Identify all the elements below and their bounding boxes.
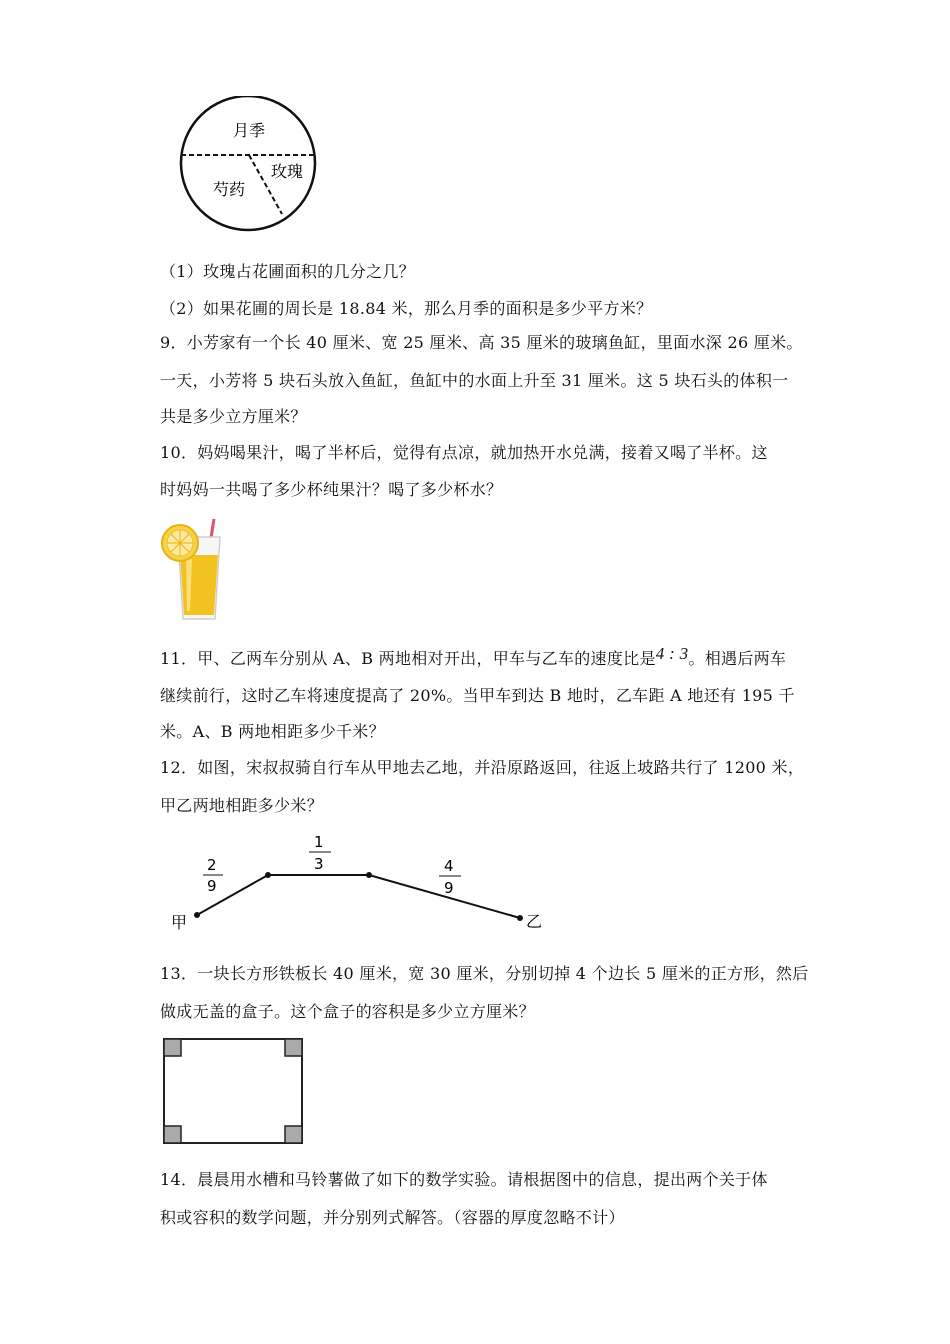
route-point-b [366,872,372,878]
q9-line1: 9．小芳家有一个长 40 厘米、宽 25 厘米、高 35 厘米的玻璃鱼缸，里面水深 26 厘米。 [160,333,803,352]
q8-sub1: （1）玫瑰占花圃面积的几分之几？ [160,262,415,281]
label-shaoyao: 芍药 [213,180,246,199]
corner-square-top-left [164,1039,181,1056]
segment3-denominator: 9 [444,879,454,897]
label-yueji: 月季 [233,121,266,140]
segment1-numerator: 2 [207,856,217,874]
q10-line1: 10．妈妈喝果汁，喝了半杯后，觉得有点凉，就加热开水兑满，接着又喝了半杯。这 [160,443,768,462]
q14-line2: 积或容积的数学问题，并分别列式解答。（容器的厚度忽略不计） [160,1208,625,1227]
q11-line1-a: 11．甲、乙两车分别从 A、B 两地相对开出，甲车与乙车的速度比是 [160,649,656,668]
q9-line3: 共是多少立方厘米？ [160,407,307,426]
segment3-numerator: 4 [444,857,454,875]
q11-line3: 米。A、B 两地相距多少千米？ [160,722,385,741]
q9-line2: 一天，小芳将 5 块石头放入鱼缸，鱼缸中的水面上升至 31 厘米。这 5 块石头的体积一 [160,371,789,390]
q8-sub2: （2）如果花圃的周长是 18.84 米，那么月季的面积是多少平方米？ [160,299,653,318]
q14-line1: 14．晨晨用水槽和马铃薯做了如下的数学实验。请根据图中的信息，提出两个关于体 [160,1170,768,1189]
q13-line1: 13．一块长方形铁板长 40 厘米，宽 30 厘米，分别切掉 4 个边长 5 厘米的正方形，然后 [160,964,809,983]
route-point-end [517,915,523,921]
route-point-a [265,872,271,878]
segment2-denominator: 3 [314,855,324,873]
q11-line1-b: 。相遇后两车 [688,649,787,668]
speed-ratio: 4 : 3 [655,644,689,663]
route-figure [165,830,550,940]
iron-sheet-figure [160,1035,308,1147]
segment1-denominator: 9 [207,877,217,895]
juice-glass-figure [158,515,228,625]
route-start-label: 甲 [171,913,188,932]
q11-line2: 继续前行，这时乙车将速度提高了 20%。当甲车到达 B 地时，乙车距 A 地还有 195 千 [160,686,795,705]
segment2-numerator: 1 [314,833,324,851]
juice [180,555,218,615]
iron-sheet [164,1039,302,1143]
corner-square-bottom-left [164,1126,181,1143]
q13-line2: 做成无盖的盒子。这个盒子的容积是多少立方厘米？ [160,1002,535,1021]
route-end-label: 乙 [526,912,543,931]
corner-square-bottom-right [285,1126,302,1143]
route-point-start [194,912,200,918]
q10-line2: 时妈妈一共喝了多少杯纯果汁？喝了多少杯水？ [160,480,503,499]
q12-line2: 甲乙两地相距多少米？ [160,796,324,815]
route-path [197,875,520,918]
garden-circle-figure [175,96,330,236]
q11-line1 [160,646,786,669]
corner-square-top-right [285,1039,302,1056]
q12-line1: 12．如图，宋叔叔骑自行车从甲地去乙地，并沿原路返回，往返上坡路共行了 1200 米， [160,758,805,777]
label-meigui: 玫瑰 [271,162,304,181]
